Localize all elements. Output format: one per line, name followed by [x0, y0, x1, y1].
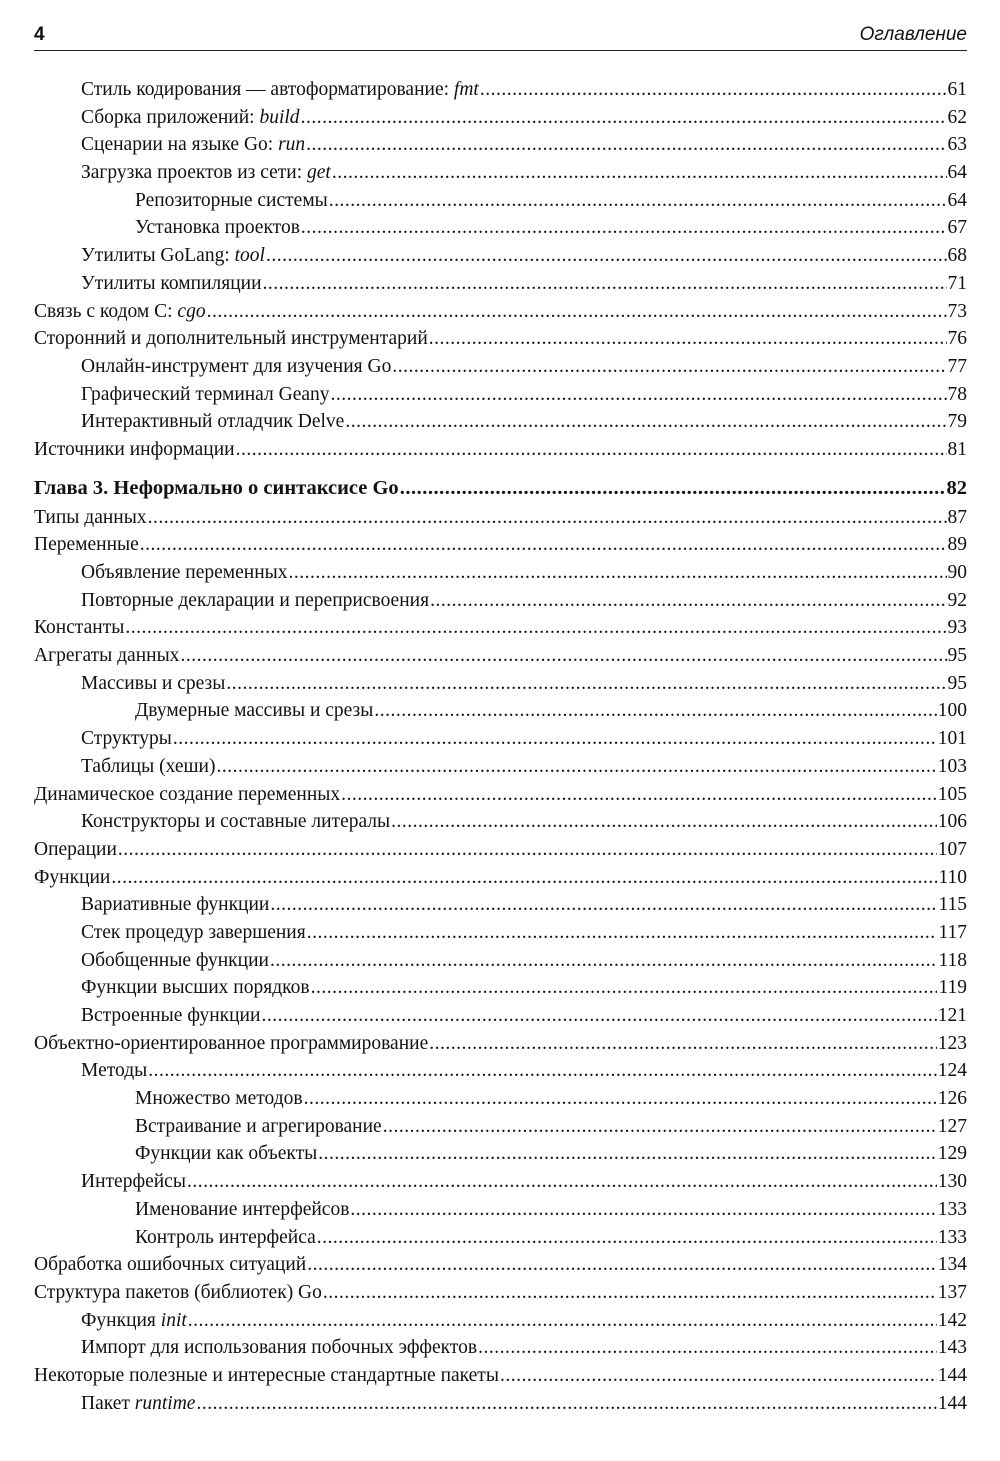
toc-page-number: 101 — [937, 728, 967, 750]
toc-entry-text: Встраивание и агрегирование — [135, 1115, 382, 1137]
toc-entry-text: Утилиты GoLang: — [81, 245, 235, 267]
toc-entry — [34, 839, 967, 867]
toc-entry-title — [135, 1088, 303, 1110]
toc-entry — [34, 617, 967, 645]
dot-leader — [430, 590, 946, 612]
toc-entry-title — [81, 1005, 260, 1027]
dot-leader — [180, 645, 946, 667]
toc-entry-text: Стек процедур завершения — [81, 921, 306, 943]
toc-entry-title — [81, 273, 262, 295]
toc-entry-text: Функции — [34, 866, 111, 888]
toc-entry-italic-term: get — [307, 162, 331, 184]
dot-leader — [289, 562, 947, 584]
toc-page-number: 62 — [947, 106, 967, 128]
toc-page-number: 127 — [937, 1115, 967, 1137]
toc-page-number: 78 — [947, 383, 967, 405]
toc-page-number: 144 — [937, 1392, 967, 1414]
toc-entry-text: Конструкторы и составные литералы — [81, 811, 391, 833]
toc-entry — [34, 217, 967, 245]
dot-leader — [317, 1227, 937, 1249]
dot-leader — [478, 1337, 937, 1359]
toc-entry-italic-term: cgo — [177, 300, 206, 322]
toc-entry — [34, 811, 967, 839]
dot-leader — [331, 384, 947, 406]
toc-entry-text: Объектно-ориентированное программирование — [34, 1032, 429, 1054]
toc-page-number: 67 — [947, 217, 967, 239]
toc-entry-text: Константы — [34, 617, 125, 639]
dot-leader — [429, 1033, 937, 1055]
dot-leader — [118, 839, 937, 861]
dot-leader — [148, 1060, 937, 1082]
toc-entry-title — [81, 384, 330, 406]
dot-leader — [480, 79, 947, 101]
toc-entry-title — [81, 673, 225, 695]
toc-entry-title — [135, 700, 373, 722]
toc-entry — [34, 894, 967, 922]
page-header — [34, 22, 967, 51]
dot-leader — [301, 217, 947, 239]
toc-entry-title — [81, 728, 172, 750]
toc-page-number: 142 — [937, 1309, 967, 1331]
toc-entry-text: Сценарии на языке Go: — [81, 134, 279, 156]
dot-leader — [307, 922, 938, 944]
toc-entry — [34, 1254, 967, 1282]
toc-page-number: 89 — [947, 534, 967, 556]
toc-entry-title — [34, 1282, 322, 1304]
running-title: Оглавление — [859, 24, 967, 45]
toc-entry-text: Интерактивный отладчик Delve — [81, 411, 345, 433]
toc-entry-italic-term: build — [259, 106, 300, 128]
toc-page-number: 61 — [947, 79, 967, 100]
toc-entry — [34, 162, 967, 190]
toc-entry-title — [81, 411, 344, 433]
toc-entry-title — [81, 756, 215, 778]
toc-entry-text: Вариативные функции — [81, 894, 270, 916]
toc-page-number: 73 — [947, 300, 967, 322]
toc-page-number: 123 — [937, 1032, 967, 1054]
toc-entry-title — [34, 645, 179, 667]
toc-entry-title — [81, 1171, 186, 1193]
toc-page-number: 100 — [937, 700, 967, 722]
toc-page-number: 107 — [937, 838, 967, 860]
toc-entry-text: Сторонний и дополнительный инструментарий — [34, 328, 428, 350]
toc-entry — [34, 590, 967, 618]
toc-entry-title — [34, 784, 340, 806]
toc-entry — [34, 411, 967, 439]
toc-entry-text: Репозиторные системы — [135, 189, 328, 211]
toc-entry — [34, 79, 967, 107]
dot-leader — [429, 328, 947, 350]
dot-leader — [111, 867, 937, 889]
toc-entry-title — [81, 1337, 477, 1359]
toc-entry-title — [34, 507, 147, 529]
toc-entry-text: Утилиты компиляции — [81, 272, 262, 294]
toc-entry-title — [135, 1199, 349, 1221]
toc-entry — [34, 301, 967, 329]
toc-entry-italic-term: fmt — [453, 79, 479, 100]
toc-page-number: 117 — [938, 921, 967, 943]
toc-entry-title — [34, 534, 139, 556]
toc-entry-text: Обработка ошибочных ситуаций — [34, 1254, 307, 1276]
toc-page-number: 95 — [947, 672, 967, 694]
toc-entry-title — [135, 1143, 317, 1165]
dot-leader — [318, 1143, 937, 1165]
toc-entry-italic-term: runtime — [134, 1392, 196, 1414]
toc-entry-title — [81, 950, 269, 972]
toc-entry-title — [81, 922, 306, 944]
dot-leader — [140, 534, 947, 556]
toc-page-number: 63 — [947, 134, 967, 156]
toc-page-number: 105 — [937, 783, 967, 805]
toc-entry-title — [81, 590, 429, 612]
toc-page-number: 93 — [947, 617, 967, 639]
dot-leader — [207, 301, 947, 323]
toc-entry-title — [34, 617, 124, 639]
toc-entry-text: Объявление переменных — [81, 562, 288, 583]
toc-entry-italic-term: init — [160, 1309, 187, 1331]
dot-leader — [392, 356, 946, 378]
toc-page-number: 103 — [937, 755, 967, 777]
toc-entry — [34, 273, 967, 301]
toc-entry-title — [81, 245, 265, 267]
toc-page-number: 134 — [937, 1254, 967, 1276]
toc-entry-text: Функции высших порядков — [81, 977, 310, 999]
toc-entry-title — [135, 217, 300, 239]
toc-entry — [34, 728, 967, 756]
toc-entry — [34, 645, 967, 673]
toc-entry-italic-term: run — [278, 134, 306, 156]
toc-page-number: 71 — [947, 272, 967, 294]
dot-leader — [329, 190, 947, 212]
toc-page-number: 82 — [946, 476, 967, 499]
toc-entry-title — [81, 1393, 195, 1415]
toc-entry-text: Сборка приложений: — [81, 106, 260, 128]
toc-page-number: 87 — [947, 506, 967, 528]
toc-entry-title — [81, 1060, 147, 1082]
toc-entry-text: Стиль кодирования — автоформатирование: — [81, 79, 454, 100]
toc-entry-title — [81, 162, 331, 184]
dot-leader — [263, 273, 947, 295]
toc-entry — [34, 1060, 967, 1088]
dot-leader — [332, 162, 947, 184]
toc-page-number: 133 — [937, 1226, 967, 1248]
toc-entry-title — [34, 301, 206, 323]
toc-entry — [34, 1365, 967, 1393]
toc-page-number: 119 — [938, 977, 967, 999]
toc-entry — [34, 1310, 967, 1338]
toc-entry-title — [135, 1227, 316, 1249]
dot-leader — [323, 1282, 937, 1304]
toc-entry-italic-term: tool — [234, 245, 265, 267]
toc-entry-text: Глава 3. Неформально о синтаксисе Go — [34, 476, 399, 499]
toc-page-number: 144 — [937, 1364, 967, 1386]
toc-entry-text: Двумерные массивы и срезы — [135, 700, 374, 722]
dot-leader — [226, 673, 946, 695]
toc-entry — [34, 1143, 967, 1171]
toc-entry-text: Связь с кодом С: — [34, 300, 178, 322]
toc-page-number: 106 — [937, 811, 967, 833]
toc-entry-text: Функции как объекты — [135, 1143, 318, 1165]
toc-page-number: 129 — [937, 1143, 967, 1165]
dot-leader — [304, 1088, 937, 1110]
toc-entry-text: Встроенные функции — [81, 1005, 261, 1026]
toc-entry-title — [81, 562, 288, 584]
dot-leader — [391, 811, 937, 833]
dot-leader — [341, 784, 937, 806]
dot-leader — [345, 411, 946, 433]
toc-page-number: 133 — [937, 1198, 967, 1220]
toc-entry-title — [34, 328, 428, 350]
toc-entry-text: Пакет — [81, 1392, 135, 1414]
toc-entry-text: Некоторые полезные и интересные стандартные пакеты — [34, 1364, 499, 1386]
toc-entry — [34, 384, 967, 412]
dot-leader — [311, 977, 938, 999]
toc-entry — [34, 534, 967, 562]
toc-entry — [34, 1116, 967, 1144]
toc-page-number: 130 — [937, 1171, 967, 1193]
toc-entry — [34, 977, 967, 1005]
toc-page-number: 81 — [947, 438, 967, 460]
dot-leader — [216, 756, 936, 778]
toc-entry-title — [135, 1116, 382, 1138]
toc-entry — [34, 1199, 967, 1227]
toc-entry-text: Графический терминал Geany — [81, 383, 330, 405]
dot-leader — [301, 107, 947, 129]
toc-entry-title — [81, 1310, 187, 1332]
toc-entry-text: Таблицы (хеши) — [81, 755, 216, 777]
toc-entry-text: Импорт для использования побочных эффектов — [81, 1337, 478, 1359]
toc-entry-title — [135, 190, 328, 212]
toc-page-number: 64 — [947, 162, 967, 184]
toc-entry — [34, 1337, 967, 1365]
toc-entry-title — [81, 134, 305, 156]
toc-page-number: 124 — [937, 1060, 967, 1082]
toc-entry-title — [34, 839, 117, 861]
toc-page-number: 121 — [937, 1005, 967, 1026]
toc-entry-title — [81, 894, 269, 916]
toc-entry-title — [81, 977, 310, 999]
toc-page-number: 76 — [947, 328, 967, 350]
dot-leader — [173, 728, 937, 750]
toc-page-number: 64 — [947, 189, 967, 211]
toc-chapter-entry — [34, 477, 967, 507]
dot-leader — [307, 1254, 937, 1276]
dot-leader — [236, 439, 947, 461]
toc-entry — [34, 107, 967, 135]
toc-entry — [34, 245, 967, 273]
toc-entry-title — [34, 439, 235, 461]
toc-entry-text: Функция — [81, 1309, 161, 1331]
toc-entry-text: Загрузка проектов из сети: — [81, 162, 308, 184]
toc-page-number: 79 — [947, 411, 967, 433]
toc-page-number: 68 — [947, 245, 967, 267]
toc-entry-text: Агрегаты данных — [34, 645, 180, 667]
toc-entry-text: Повторные декларации и переприсвоения — [81, 589, 430, 611]
dot-leader — [187, 1171, 937, 1193]
toc-entry-text: Динамическое создание переменных — [34, 783, 341, 805]
toc-page-number: 118 — [938, 949, 967, 971]
dot-leader — [270, 950, 938, 972]
toc-entry-title — [34, 1033, 428, 1055]
toc-entry-text: Операции — [34, 838, 117, 860]
toc-page-number: 92 — [947, 589, 967, 611]
toc-entry — [34, 1282, 967, 1310]
toc-page-number: 110 — [938, 866, 967, 888]
toc-page-number: 126 — [937, 1088, 967, 1110]
toc-entry-text: Установка проектов — [135, 217, 300, 239]
toc-entry-title — [81, 107, 300, 129]
toc-entry — [34, 134, 967, 162]
dot-leader — [125, 617, 946, 639]
toc-entry — [34, 1393, 967, 1421]
toc-entry-title — [34, 1365, 499, 1387]
toc-entry-title — [81, 79, 479, 101]
toc-entry — [34, 356, 967, 384]
toc-entry-text: Методы — [81, 1060, 148, 1082]
toc-entry-title — [34, 867, 110, 889]
toc-entry-text: Контроль интерфейса — [135, 1226, 316, 1248]
toc-page-number: 137 — [937, 1281, 967, 1303]
toc-entry-title — [81, 356, 391, 378]
toc-entry-text: Структура пакетов (библиотек) Go — [34, 1281, 322, 1303]
toc-entry — [34, 190, 967, 218]
toc-entry — [34, 922, 967, 950]
page-number: 4 — [34, 24, 45, 45]
toc-page-number: 95 — [947, 645, 967, 667]
dot-leader — [500, 1365, 937, 1387]
toc-entry — [34, 1005, 967, 1033]
toc-page-number: 115 — [938, 894, 967, 916]
toc-entry — [34, 1033, 967, 1061]
dot-leader — [270, 894, 937, 916]
toc-entry-text: Обобщенные функции — [81, 949, 269, 971]
toc-entry — [34, 328, 967, 356]
toc-page-number: 90 — [947, 562, 967, 583]
toc-entry-text: Структуры — [81, 728, 172, 750]
toc-entry-text: Массивы и срезы — [81, 672, 226, 694]
toc-entry — [34, 700, 967, 728]
toc-entry-text: Переменные — [34, 534, 139, 556]
dot-leader — [148, 507, 947, 529]
toc-entry-text: Интерфейсы — [81, 1171, 186, 1193]
dot-leader — [196, 1393, 936, 1415]
toc-entry — [34, 867, 967, 895]
toc-entry — [34, 784, 967, 812]
toc-entry-text: Множество методов — [135, 1088, 303, 1110]
toc-entry — [34, 950, 967, 978]
dot-leader — [188, 1310, 937, 1332]
toc-entry — [34, 439, 967, 467]
toc-entry-title — [34, 1254, 306, 1276]
dot-leader — [383, 1116, 937, 1138]
toc-entry-text: Типы данных — [34, 506, 147, 528]
dot-leader — [266, 245, 947, 267]
toc-page-number: 143 — [937, 1337, 967, 1359]
toc-page-number: 77 — [947, 355, 967, 377]
toc-entry — [34, 1171, 967, 1199]
dot-leader — [350, 1199, 936, 1221]
toc-entry — [34, 1227, 967, 1255]
toc-entry-text: Источники информации — [34, 438, 235, 460]
toc-entry — [34, 507, 967, 535]
toc-entry-title — [81, 811, 390, 833]
dot-leader — [306, 134, 946, 156]
dot-leader — [374, 700, 936, 722]
toc-entry — [34, 1088, 967, 1116]
toc-entry-text: Именование интерфейсов — [135, 1198, 350, 1220]
toc-entry-text: Онлайн-инструмент для изучения Go — [81, 355, 392, 377]
table-of-contents — [34, 79, 967, 1420]
dot-leader — [261, 1005, 936, 1027]
toc-entry-title — [34, 477, 399, 500]
toc-entry — [34, 673, 967, 701]
toc-entry — [34, 562, 967, 590]
dot-leader — [400, 477, 946, 500]
toc-entry — [34, 756, 967, 784]
